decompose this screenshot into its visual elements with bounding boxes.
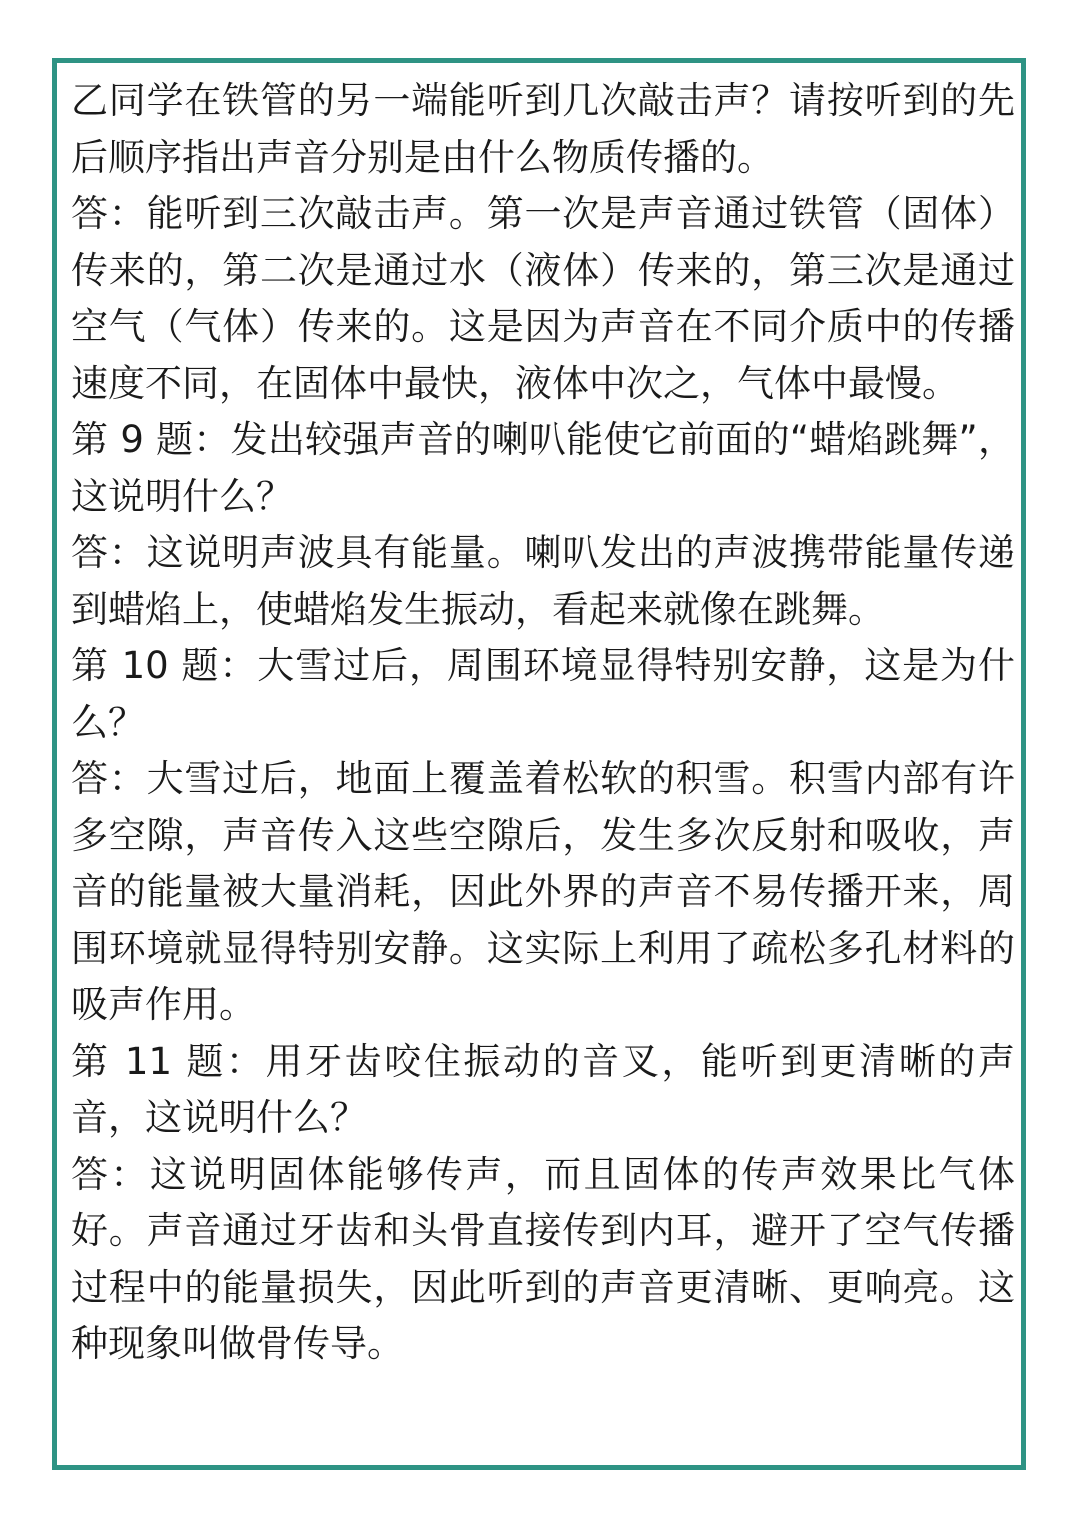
question-9: 第 9 题：发出较强声音的喇叭能使它前面的“蜡焰跳舞”，这说明什么？ <box>71 418 1015 518</box>
question-8-continued: 乙同学在铁管的另一端能听到几次敲击声？请按听到的先后顺序指出声音分别是由什么物质传播的。 <box>71 79 1015 179</box>
content-frame <box>52 58 1026 1470</box>
answer-10: 答：大雪过后，地面上覆盖着松软的积雪。积雪内部有许多空隙，声音传入这些空隙后，发生多次反射和吸收，声音的能量被大量消耗，因此外界的声音不易传播开来，周围环境就显得特别安静。这实际上利用了疏松多孔材料的吸声作用。 <box>71 757 1015 1026</box>
answer-11: 答：这说明固体能够传声，而且固体的传声效果比气体好。声音通过牙齿和头骨直接传到内耳，避开了空气传播过程中的能量损失，因此听到的声音更清晰、更响亮。这种现象叫做骨传导。 <box>71 1152 1015 1365</box>
answer-8: 答：能听到三次敲击声。第一次是声音通过铁管（固体）传来的，第二次是通过水（液体）传来的，第三次是通过空气（气体）传来的。这是因为声音在不同介质中的传播速度不同，在固体中最快，液体中次之，气体中最慢。 <box>71 192 1015 405</box>
question-11: 第 11 题：用牙齿咬住振动的音叉，能听到更清晰的声音，这说明什么？ <box>71 1039 1015 1139</box>
answer-9: 答：这说明声波具有能量。喇叭发出的声波携带能量传递到蜡焰上，使蜡焰发生振动，看起来就像在跳舞。 <box>71 531 1015 631</box>
document-text <box>71 73 1015 1373</box>
question-10: 第 10 题：大雪过后，周围环境显得特别安静，这是为什么？ <box>71 644 1015 744</box>
